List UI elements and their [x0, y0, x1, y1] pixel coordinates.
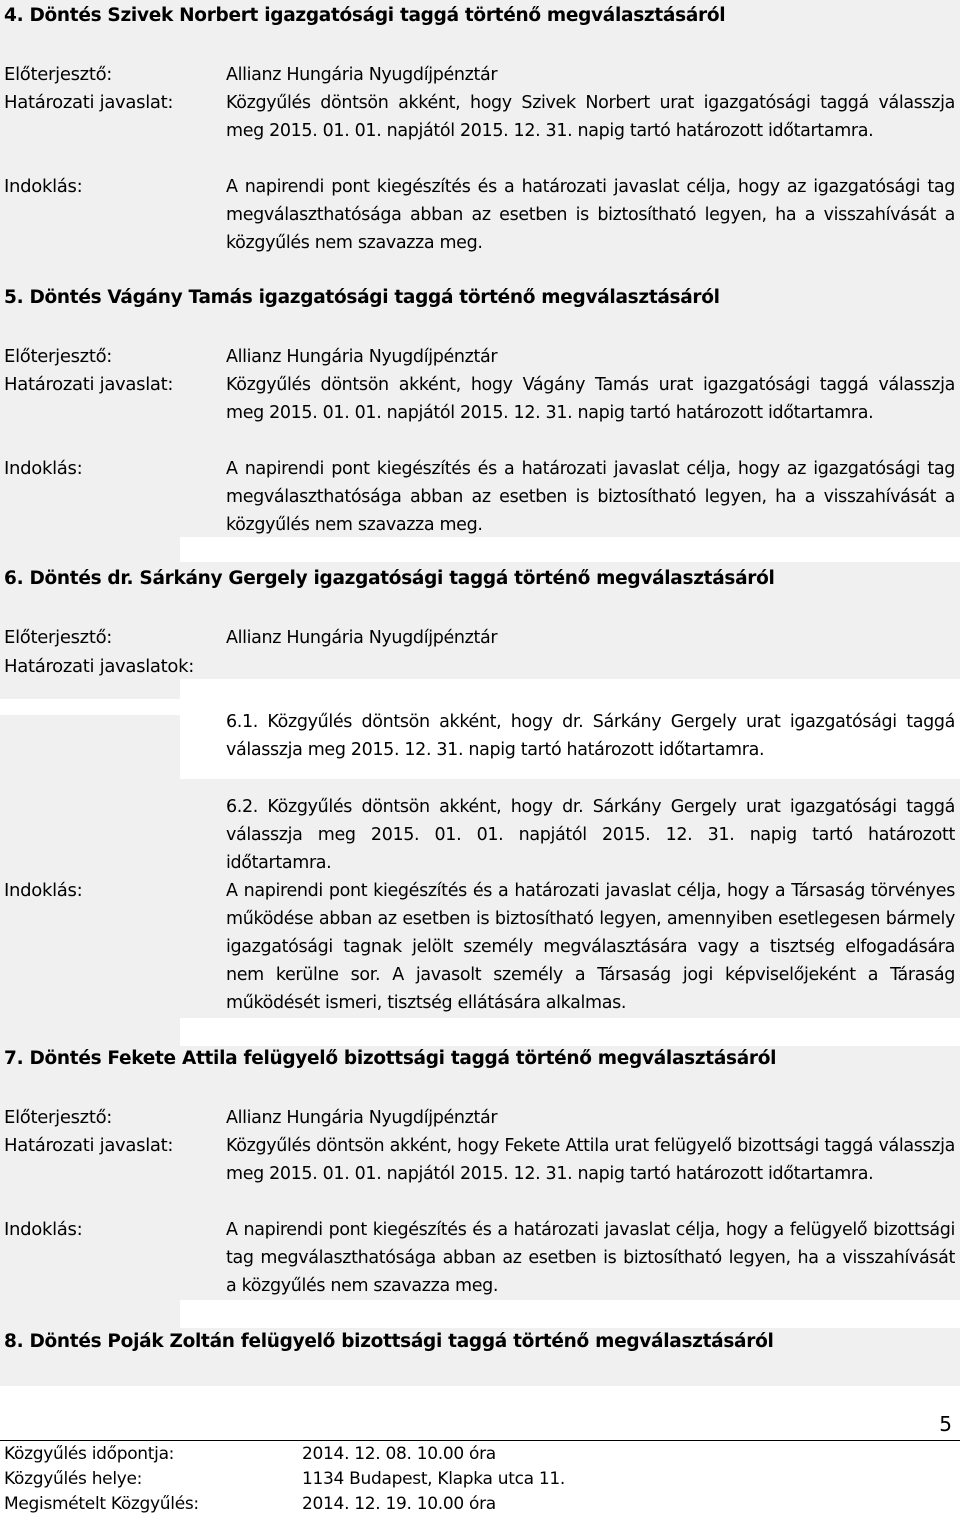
section-4-resolution-label: Határozati javaslat: — [4, 92, 174, 113]
footer-place-label: Közgyűlés helye: — [4, 1469, 143, 1489]
section-6-proposer-label: Előterjesztő: — [4, 627, 113, 648]
section-6-heading: 6. Döntés dr. Sárkány Gergely igazgatósági taggá történő megválasztásáról — [4, 568, 775, 589]
section-4-reason: A napirendi pont kiegészítés és a határozati javaslat célja, hogy az igazgatósági tag megválaszthatósága abban az esetben is biztosítható legyen, ha a visszahívását a közgyűlés nem szavazza meg. — [226, 177, 955, 253]
section-5-heading: 5. Döntés Vágány Tamás igazgatósági taggá történő megválasztásáról — [4, 287, 720, 308]
gap — [180, 1300, 960, 1328]
footer-date-value: 2014. 12. 08. 10.00 óra — [302, 1444, 496, 1464]
section-6-reason-label: Indoklás: — [4, 880, 83, 901]
section-5-proposer-label: Előterjesztő: — [4, 346, 113, 367]
section-4-proposer-label: Előterjesztő: — [4, 64, 113, 85]
section-4-proposer: Allianz Hungária Nyugdíjpénztár — [226, 65, 498, 85]
footer-repeat-label: Megismételt Közgyűlés: — [4, 1494, 199, 1514]
section-7-reason-label: Indoklás: — [4, 1219, 83, 1240]
section-7-resolution: Közgyűlés döntsön akként, hogy Fekete Attila urat felügyelő bizottsági taggá válasszja meg 2015. 01. 01. napjától 2015. 12. 31. napig tartó határozott időtartamra. — [226, 1136, 955, 1184]
gap — [180, 1018, 960, 1046]
section-4-resolution: Közgyűlés döntsön akként, hogy Szivek Norbert urat igazgatósági taggá válasszja meg 2015. 01. 01. napjától 2015. 12. 31. napig tartó határozott időtartamra. — [226, 93, 955, 141]
section-5-proposer: Allianz Hungária Nyugdíjpénztár — [226, 347, 498, 367]
section-7-proposer-label: Előterjesztő: — [4, 1107, 113, 1128]
section-6-resolution-label: Határozati javaslatok: — [4, 656, 195, 677]
footer-repeat-value: 2014. 12. 19. 10.00 óra — [302, 1494, 496, 1514]
section-7-resolution-label: Határozati javaslat: — [4, 1135, 174, 1156]
section-8-heading: 8. Döntés Poják Zoltán felügyelő bizottsági taggá történő megválasztásáról — [4, 1331, 774, 1352]
footer-divider — [0, 1440, 960, 1441]
section-5-reason-label: Indoklás: — [4, 458, 83, 479]
gap — [180, 537, 960, 562]
footer-date-label: Közgyűlés időpontja: — [4, 1444, 175, 1464]
section-6-resolution-1: 6.1. Közgyűlés döntsön akként, hogy dr. Sárkány Gergely urat igazgatósági taggá válasszja meg 2015. 12. 31. napig tartó határozott időtartamra. — [226, 712, 955, 760]
section-4-heading: 4. Döntés Szivek Norbert igazgatósági taggá történő megválasztásáról — [4, 5, 726, 26]
section-5-resolution: Közgyűlés döntsön akként, hogy Vágány Tamás urat igazgatósági taggá válasszja meg 2015. 01. 01. napjától 2015. 12. 31. napig tartó határozott időtartamra. — [226, 375, 955, 423]
footer-place-value: 1134 Budapest, Klapka utca 11. — [302, 1469, 565, 1489]
gap — [0, 699, 180, 715]
section-6-resolution-2: 6.2. Közgyűlés döntsön akként, hogy dr. Sárkány Gergely urat igazgatósági taggá válasszja meg 2015. 01. 01. napjától 2015. 12. 31. napig tartó határozott időtartamra. — [226, 797, 955, 873]
section-6-proposer: Allianz Hungária Nyugdíjpénztár — [226, 628, 498, 648]
page-number: 5 — [939, 1412, 952, 1436]
section-7-reason: A napirendi pont kiegészítés és a határozati javaslat célja, hogy a felügyelő bizottsági tag megválaszthatósága abban az esetben is biztosítható legyen, ha a visszahívását a közgyűlés nem szavazza meg. — [226, 1220, 955, 1296]
section-5-resolution-label: Határozati javaslat: — [4, 374, 174, 395]
section-4-reason-label: Indoklás: — [4, 176, 83, 197]
section-5-reason: A napirendi pont kiegészítés és a határozati javaslat célja, hogy az igazgatósági tag megválaszthatósága abban az esetben is biztosítható legyen, ha a visszahívását a közgyűlés nem szavazza meg. — [226, 459, 955, 535]
section-7-proposer: Allianz Hungária Nyugdíjpénztár — [226, 1108, 498, 1128]
section-7-heading: 7. Döntés Fekete Attila felügyelő bizottsági taggá történő megválasztásáról — [4, 1048, 777, 1069]
section-6-reason: A napirendi pont kiegészítés és a határozati javaslat célja, hogy a Társaság törvényes működése abban az esetben is biztosítható legyen, amennyiben esetlegesen bármely igazgatósági tagnak jelölt személy megválasztására vagy a tisztség elfogadására nem kerülne sor. A javasolt személy a Társaság jogi képviselőjeként a Táraság működését ismeri, tisztség ellátására alkalmas. — [226, 881, 955, 1013]
